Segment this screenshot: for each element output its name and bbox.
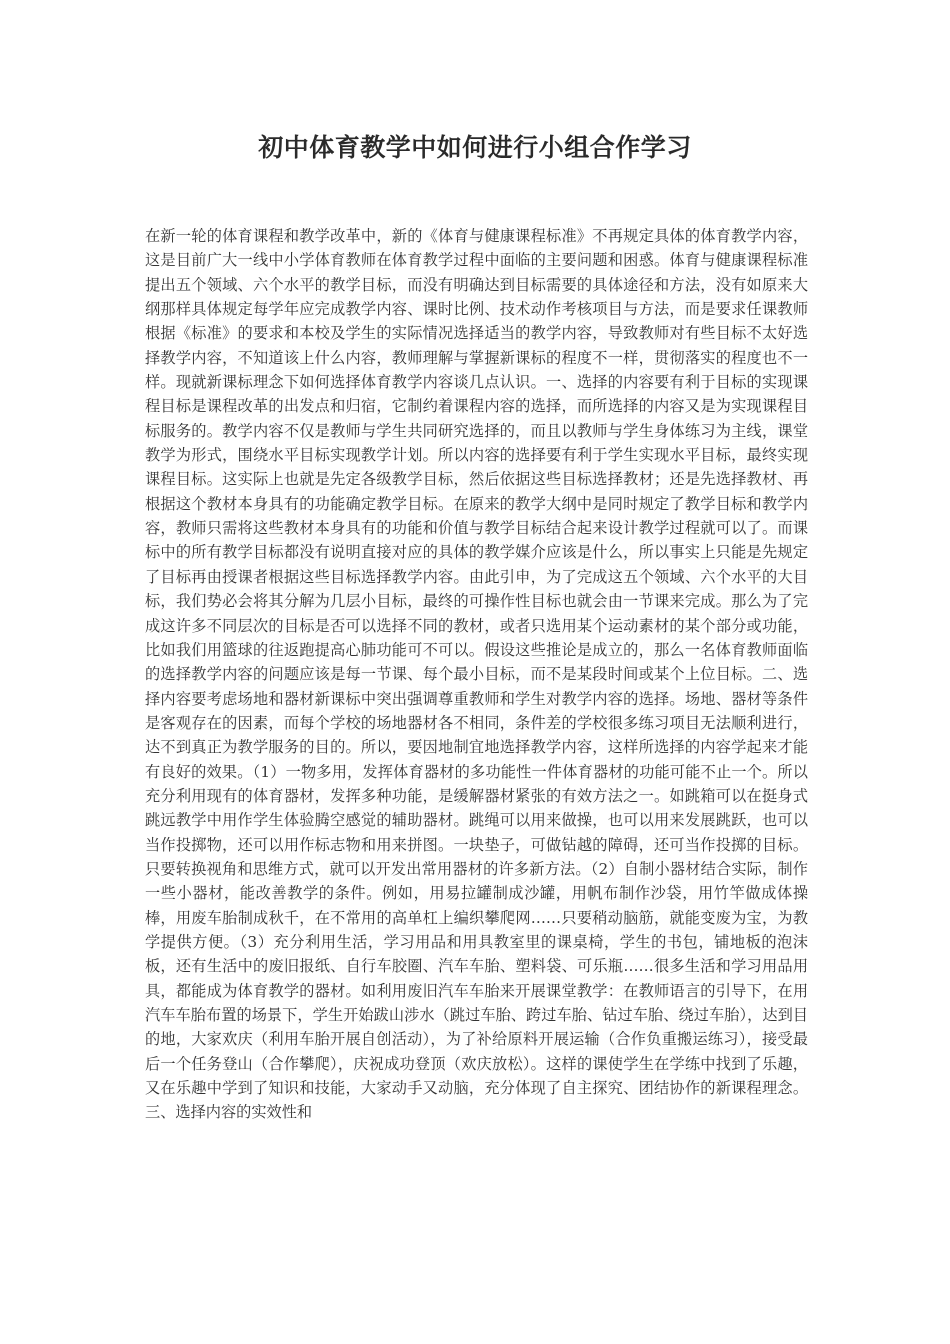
document-body-paragraph: 在新一轮的体育课程和教学改革中，新的《体育与健康课程标准》不再规定具体的体育教学内容，这是目前广大一线中小学体育教师在体育教学过程中面临的主要问题和困惑。体育与健康课程标准提出五个领域、六个水平的教学目标，而没有明确达到目标需要的具体途径和方法，没有如原来大纲那样具体规定每学年应完成教学内容、课时比例、技术动作考核项目与方法，而是要求任课教师根据《标准》的要求和本校及学生的实际情况选择适当的教学内容，导致教师对有些目标不太好选择教学内容，不知道该上什么内容，教师理解与掌握新课标的程度不一样，贯彻落实的程度也不一样。现就新课标理念下如何选择体育教学内容谈几点认识。一、选择的内容要有利于目标的实现课程目标是课程改革的出发点和归宿，它制约着课程内容的选择，而所选择的内容又是为实现课程目标服务的。教学内容不仅是教师与学生共同研究选择的，而且以教师与学生身体练习为主线，课堂教学为形式，围绕水平目标实现教学计划。所以内容的选择要有利于学生实现水平目标，最终实现课程目标。这实际上也就是先定各级教学目标，然后依据这些目标选择教材；还是先选择教材、再根据这个教材本身具有的功能确定教学目标。在原来的教学大纲中是同时规定了教学目标和教学内容，教师只需将这些教材本身具有的功能和价值与教学目标结合起来设计教学过程就可以了。而课标中的所有教学目标都没有说明直接对应的具体的教学媒介应该是什么，所以事实上只能是先规定了目标再由授课者根据这些目标选择教学内容。由此引申，为了完成这五个领域、六个水平的大目标，我们势必会将其分解为几层小目标，最终的可操作性目标也就会由一节课来完成。那么为了完成这许多不同层次的目标是否可以选择不同的教材，或者只选用某个运动素材的某个部分或功能，比如我们用篮球的往返跑提高心肺功能可不可以。假设这些推论是成立的，那么一名体育教师面临的选择教学内容的问题应该是每一节课、每个最小目标，而不是某段时间或某个上位目标。二、选择内容要考虑场地和器材新课标中突出强调尊重教师和学生对教学内容的选择。场地、器材等条件是客观存在的因素，而每个学校的场地器材各不相同，条件差的学校很多练习项目无法顺利进行，达不到真正为教学服务的目的。所以，要因地制宜地选择教学内容，这样所选择的内容学起来才能有良好的效果。（1）一物多用，发挥体育器材的多功能性一件体育器材的功能可能不止一个。所以充分利用现有的体育器材，发挥多种功能，是缓解器材紧张的有效方法之一。如跳箱可以在挺身式跳远教学中用作学生体验腾空感觉的辅助器材。跳绳可以用来做操，也可以用来发展跳跃，也可以当作投掷物，还可以用作标志物和用来拼图。一块垫子，可做钻越的障碍，还可当作投掷的目标。只要转换视角和思维方式，就可以开发出常用器材的许多新方法。（2）自制小器材结合实际，制作一些小器材，能改善教学的条件。例如，用易拉罐制成沙罐，用帆布制作沙袋，用竹竿做成体操棒，用废车胎制成秋千，在不常用的高单杠上编织攀爬网……只要稍动脑筋，就能变废为宝，为教学提供方便。（3）充分利用生活，学习用品和用具教室里的课桌椅，学生的书包，铺地板的泡沫板，还有生活中的废旧报纸、自行车胶圈、汽车车胎、塑料袋、可乐瓶……很多生活和学习用品用具，都能成为体育教学的器材。如利用废旧汽车车胎来开展课堂教学：在教师语言的引导下，在用汽车车胎布置的场景下，学生开始跋山涉水（跳过车胎、跨过车胎、钻过车胎、绕过车胎），达到目的地，大家欢庆（利用车胎开展自创活动），为了补给原料开展运输（合作负重搬运练习），接受最后一个任务登山（合作攀爬），庆祝成功登顶（欢庆放松）。这样的课使学生在学练中找到了乐趣，又在乐趣中学到了知识和技能，大家动手又动脑，充分体现了自主探究、团结协作的新课程理念。三、选择内容的实效性和 <box>145 227 808 1122</box>
document-title: 初中体育教学中如何进行小组合作学习 <box>258 133 692 162</box>
